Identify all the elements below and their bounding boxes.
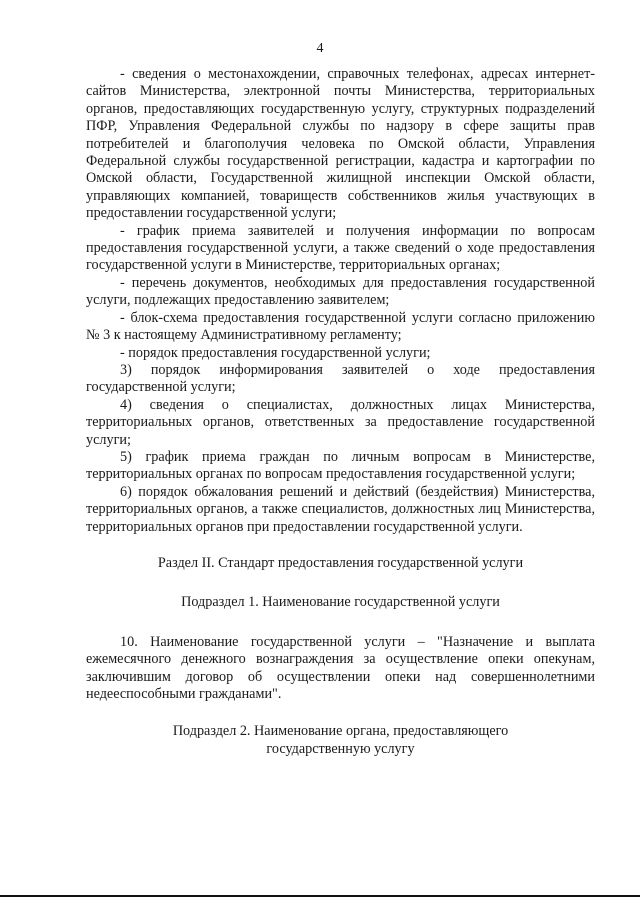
paragraph-item-5: 5) график приема граждан по личным вопросам в Министерстве, территориальных органах по вопросам предоставления государственной услуги; [86, 448, 595, 483]
document-body [86, 66, 595, 758]
subsection-2-heading-line-2: государственную услугу [266, 740, 415, 757]
paragraph-flowchart: - блок-схема предоставления государственной услуги согласно приложению № 3 к настоящему Административному регламенту; [86, 309, 595, 344]
subsection-1-heading: Подраздел 1. Наименование государственной услуги [181, 594, 500, 611]
page-number: 4 [316, 41, 324, 56]
paragraph-contact-info: - сведения о местонахождении, справочных телефонах, адресах интернет-сайтов Министерства, электронной почты Министерства, территориальных органов, предоставляющих государственную услугу, структурных подразделений ПФР, Управления Федеральной службы по надзору в сфере защиты прав потребителей и благополучия человека по Омской области, Управления Федеральной службы государственной регистрации, кадастра и картографии по Омской области, Государственной жилищной инспекции Омской области, управляющих компанией, товариществ собственников жилья участвующих в предоставлении государственной услуги; [86, 66, 595, 222]
section-heading: Раздел II. Стандарт предоставления государственной услуги [157, 554, 524, 571]
bottom-edge-line [0, 895, 640, 897]
paragraph-schedule: - график приема заявителей и получения информации по вопросам предоставления государственной услуги, а также сведений о ходе предоставления государственной услуги в Министерстве, территориальных органах; [86, 222, 595, 274]
paragraph-item-6: 6) порядок обжалования решений и действий (бездействия) Министерства, территориальных органов, а также специалистов, должностных лиц Министерства, территориальных органов при предоставлении государственной услуги. [86, 483, 595, 535]
paragraph-10: 10. Наименование государственной услуги – "Назначение и выплата ежемесячного денежного вознаграждения за осуществление опеки опекунам, заключившим договор об осуществлении опеки над совершеннолетними недееспособными гражданами". [86, 633, 595, 702]
paragraph-item-3: 3) порядок информирования заявителей о ходе предоставления государственной услуги; [86, 361, 595, 396]
paragraph-item-4: 4) сведения о специалистах, должностных лицах Министерства, территориальных органов, ответственных за предоставление государственной услуги; [86, 396, 595, 448]
paragraph-procedure: - порядок предоставления государственной услуги; [120, 344, 431, 361]
subsection-2-heading-line-1: Подраздел 2. Наименование органа, предоставляющего [172, 723, 509, 740]
paragraph-documents-list: - перечень документов, необходимых для предоставления государственной услуги, подлежащих предоставлению заявителем; [86, 274, 595, 309]
